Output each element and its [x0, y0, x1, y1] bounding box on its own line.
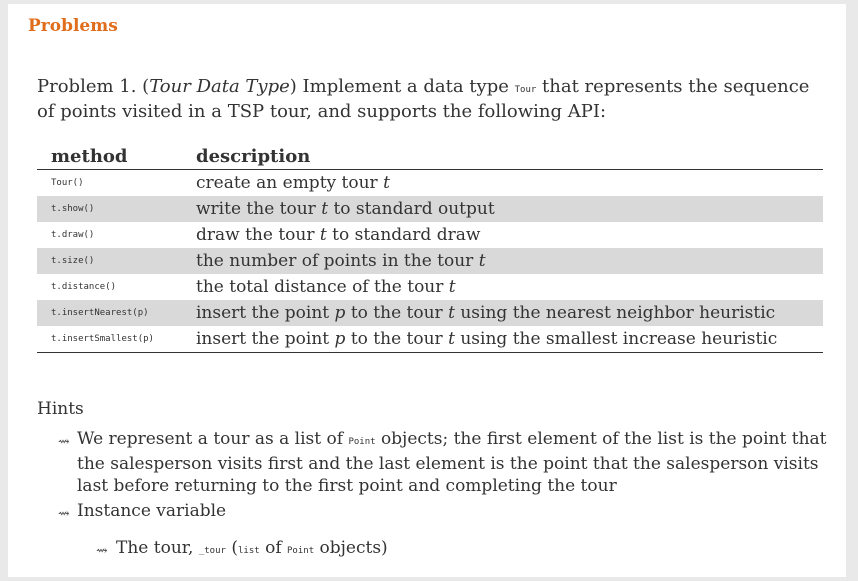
- problem-label: Problem 1.: [37, 76, 137, 97]
- squiggle-arrow-icon: ⇝: [58, 506, 70, 522]
- api-header-row: [37, 143, 823, 170]
- api-row: [37, 300, 823, 326]
- point-code: Point: [287, 546, 315, 556]
- desc-part: draw the tour: [196, 225, 315, 245]
- list-code: list: [237, 546, 260, 556]
- desc-part: the number of points in the tour: [196, 251, 474, 271]
- description-header: description: [196, 143, 823, 170]
- desc-var: p: [334, 329, 346, 349]
- desc-var: p: [334, 303, 346, 323]
- document-page: [8, 4, 846, 577]
- description-cell: [196, 196, 823, 222]
- api-row: [37, 170, 823, 197]
- description-cell: [196, 274, 823, 300]
- api-row: [37, 274, 823, 300]
- description-cell: [196, 222, 823, 248]
- point-code: Point: [348, 437, 376, 447]
- section-title: Problems: [28, 16, 118, 36]
- problem-topic: Tour Data Type: [149, 76, 290, 97]
- description-cell: [196, 300, 823, 326]
- method-cell: t.insertSmallest(p): [37, 326, 196, 353]
- api-row: [37, 248, 823, 274]
- method-cell: t.draw(): [51, 230, 95, 240]
- desc-var: t: [383, 173, 390, 193]
- hint-item-2: Instance variable: [77, 501, 227, 521]
- desc-part: write the tour: [196, 199, 316, 219]
- hint-1-text-b: objects; the first element of the list is the point that the salesperson visits first and the last element is the point that the salesperson visits last before returning to the first point and completing the tour: [77, 429, 827, 496]
- problem-text-b: that represents the sequence of points visited in a TSP tour, and supports the following API:: [37, 76, 810, 122]
- description-cell: [196, 326, 823, 353]
- desc-part: to standard draw: [332, 225, 481, 245]
- desc-part: to the tour: [350, 303, 443, 323]
- desc-var: t: [448, 277, 456, 297]
- api-row: [37, 326, 823, 353]
- api-row: [37, 222, 823, 248]
- hint-item-1: [77, 428, 837, 497]
- desc-part: to the tour: [350, 329, 443, 349]
- desc-var: t: [321, 199, 329, 219]
- desc-var: t: [448, 329, 455, 349]
- hint-1-text-a: We represent a tour as a list of: [77, 429, 344, 449]
- desc-part: the total distance of the tour: [196, 277, 444, 297]
- sub-text-b: (: [231, 538, 238, 558]
- problem-statement: Problem 1. (Tour Data Type) Implement a data type Tour that represents the sequence of points visited in a TSP tour, and supports the following API:: [37, 76, 810, 122]
- tour-var-code: _tour: [198, 546, 226, 556]
- desc-var: t: [319, 225, 327, 245]
- desc-part: using the smallest increase heuristic: [460, 329, 778, 349]
- desc-part: insert the point: [196, 303, 330, 323]
- method-header: method: [37, 143, 196, 170]
- method-cell: t.show(): [37, 196, 196, 222]
- hints-title: Hints: [37, 399, 84, 419]
- description-cell: [196, 170, 823, 197]
- description-cell: [196, 248, 823, 274]
- method-cell: t.size(): [37, 248, 196, 274]
- desc-var: t: [478, 251, 486, 271]
- api-row: [37, 196, 823, 222]
- squiggle-arrow-icon: ⇝: [96, 543, 108, 559]
- sub-text-c: of: [265, 538, 282, 558]
- api-table: [37, 143, 823, 353]
- desc-part: insert the point: [196, 329, 330, 349]
- method-cell: t.distance(): [51, 282, 117, 292]
- method-cell: t.insertNearest(p): [37, 300, 196, 326]
- sub-text-a: The tour,: [116, 538, 194, 558]
- desc-var: t: [448, 303, 455, 323]
- type-name-code: Tour: [514, 85, 537, 95]
- method-cell: Tour(): [51, 178, 84, 188]
- desc-part: using the nearest neighbor heuristic: [460, 303, 776, 323]
- desc-part: to standard output: [333, 199, 495, 219]
- squiggle-arrow-icon: ⇝: [58, 434, 70, 450]
- hint-sub-item: [116, 537, 388, 562]
- problem-text-a: Implement a data type: [302, 76, 509, 97]
- desc-part: create an empty tour: [196, 173, 378, 193]
- sub-text-d: objects): [319, 538, 388, 558]
